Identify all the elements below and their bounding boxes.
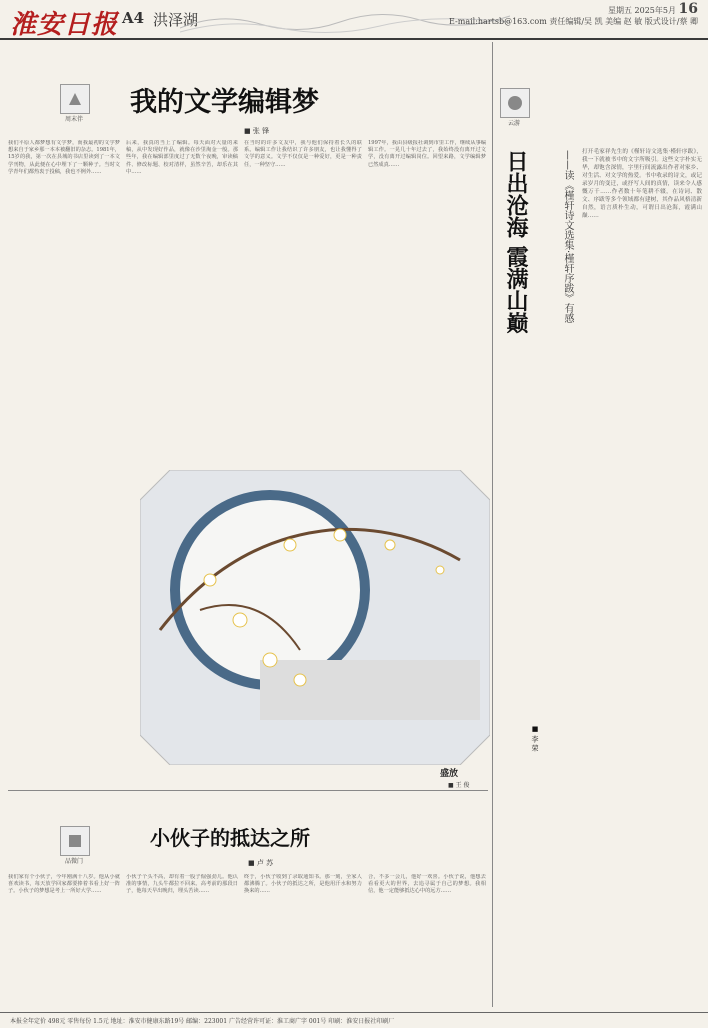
article1-byline: ■ 张 锋 (244, 127, 270, 135)
article2-subtitle: ——读《槿轩诗文选集·槿轩序跋》有感 (562, 150, 573, 324)
article3-column-4: 合，不多一会儿，他好一欢喜。小伙子说，他想去看看更大的世界，去追寻属于自己的梦想。我相信，他一定能够抵达心中的远方…… (368, 874, 486, 895)
article1-column-3: 在当时的许多文友中，我与他们保持着长久的联系。编辑工作让我结识了许多朋友，也让我懂得了文学的意义。文学不仅仅是一种爱好，更是一种责任，一种坚守…… (244, 140, 362, 168)
article1-column-4: 1997年，我由县级报社调到市里工作，继续从事编辑工作。一晃几十年过去了，我始终没有离开过文学，没有离开过编辑岗位。回望来路，文学编辑梦已然成真…… (368, 140, 486, 168)
column-divider (492, 42, 493, 1007)
page-code: A4 (122, 9, 145, 27)
photo-title: 盛放 (440, 769, 459, 779)
article3-tag: 品微门 (64, 858, 83, 865)
page-footer (0, 1012, 708, 1028)
article2-tag: 云游 (507, 120, 520, 127)
email: E-mail:hartsb@163.com (449, 17, 547, 26)
article3-column-3: 终于，小伙子收到了录取通知书。那一刻，全家人都沸腾了。小伙子的抵达之所，是他用汗水和努力换来的…… (244, 874, 362, 895)
article3-tag-icon (60, 826, 90, 856)
article1-tag: 周末伴 (64, 116, 83, 123)
article2-byline: ■ 李 荣 (531, 725, 539, 752)
article3-column-2: 小伙子个头不高，却有着一股子倔强劲儿。他认准的事情，九头牛都拉不回来。高考前的那段日子，他每天早出晚归，埋头苦读…… (126, 874, 238, 895)
section-name: 洪泽湖 (153, 11, 199, 29)
page-number: 16 (678, 1, 698, 17)
article1-tag-icon (60, 84, 90, 114)
article2-body: 打开毛家祥先生的《槿轩诗文选集·槿轩序跋》，我一下就被书中的文字所吸引。这些文字朴实无华，却饱含深情，字里行间流露出作者对家乡、对生活、对文学的热爱。书中收录的诗文，或记录岁月的变迁，或抒写人间的真情，读来令人感慨万千……作者数十年笔耕不辍，在诗词、散文、序跋等多个领域都有建树，其作品风格清新自然，语言质朴生动，可谓日出沧海，霞满山巅…… (582, 149, 702, 219)
article1-column-2: 后来，我真的当上了编辑。每天面对大量的来稿，从中发现好作品，就像在沙里淘金一般。那些年，我在编辑部里度过了无数个夜晚，审读稿件、修改标题、校对清样，虽然辛苦，却乐在其中…… (126, 140, 238, 175)
editors: 责任编辑/吴 凯 美编 赵 敏 版式设计/蔡 卿 (549, 17, 698, 26)
weekday: 星期五 (607, 6, 632, 15)
footer-text: 本报全年定价 498元 零售每份 1.5元 地址：淮安市健康东路19号 邮编：223001 广告经营许可证：淮工商广字 001号 印刷：淮安日报社印刷厂 (10, 1018, 395, 1025)
article3-byline: ■ 卢 苏 (248, 859, 274, 867)
photo-byline: ■ 王 俊 (448, 782, 470, 789)
article3-title: 小伙子的抵达之所 (150, 826, 310, 850)
article1-title: 我的文学编辑梦 (130, 87, 319, 118)
photo-plum-blossom (140, 470, 490, 765)
article2-title: 日出沧海 霞满山巅 (503, 150, 528, 334)
article1-column-1: 我们平原人都梦想有文学梦，而我最初的文学梦想来自于家乡那一本本被翻旧的杂志。1981年，15岁的我，第一次在县城的书店里读到了一本文学刊物，从此便在心中埋下了一颗种子。当时文学青年们都热衷于投稿，我也不例外…… (8, 140, 120, 175)
article3-column-1: 我们家有个小伙子，今年刚满十八岁。他从小就喜欢读书，每天放学回家都要捧着书看上好一阵子。小伙子的梦想是考上一所好大学…… (8, 874, 120, 895)
masthead: 淮安日报 (10, 10, 119, 40)
date: 2025年5月 (634, 6, 676, 15)
header-meta (449, 1, 698, 27)
page-header (0, 0, 708, 40)
article2-tag-icon (500, 88, 530, 118)
section-divider (8, 790, 488, 791)
